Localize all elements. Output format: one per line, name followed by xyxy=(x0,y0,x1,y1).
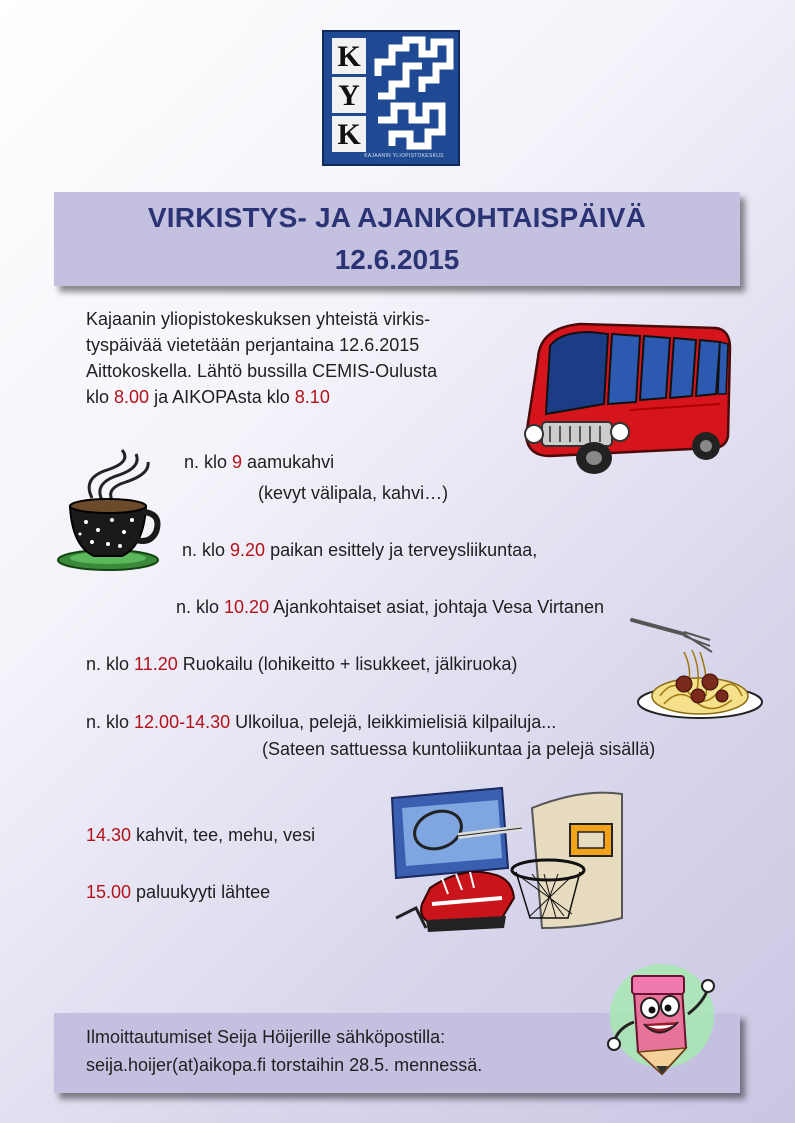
registration-line-2: seija.hoijer(at)aikopa.fi torstaihin 28.5. mennessä. xyxy=(86,1055,483,1075)
registration-line-1: Ilmoittautumiset Seija Höijerille sähköpostilla: xyxy=(86,1027,446,1047)
coffee-cup-icon xyxy=(52,448,164,576)
sports-equipment-icon xyxy=(382,778,644,954)
schedule-item-2 xyxy=(182,540,537,561)
logo-subtitle: KAJAANIN YLIOPISTOKESKUS xyxy=(364,153,444,159)
schedule-item-7 xyxy=(86,882,270,903)
schedule-text: paluukyyti lähtee xyxy=(131,882,271,902)
pencil-mascot-icon xyxy=(604,962,722,1082)
schedule-prefix: n. klo xyxy=(184,452,233,472)
schedule-time: 10.20 xyxy=(224,597,270,617)
schedule-prefix: n. klo xyxy=(176,597,225,617)
intro-text: klo xyxy=(86,387,115,407)
schedule-prefix: n. klo xyxy=(86,654,135,674)
schedule-item-5-note: (Sateen sattuessa kuntoliikuntaa ja pelejä sisällä) xyxy=(262,739,656,759)
kyk-logo xyxy=(322,30,460,166)
logo-letter-y: Y xyxy=(332,77,366,113)
schedule-item-1-note: (kevyt välipala, kahvi…) xyxy=(258,483,449,503)
logo-pattern-icon xyxy=(372,36,456,152)
schedule-time: 9.20 xyxy=(230,540,266,560)
intro-paragraph xyxy=(86,306,526,410)
schedule-prefix: n. klo xyxy=(86,712,135,732)
schedule-time: 9 xyxy=(232,452,243,472)
page-title: VIRKISTYS- JA AJANKOHTAISPÄIVÄ xyxy=(147,202,647,233)
schedule-text: paikan esittely ja terveysliikuntaa, xyxy=(265,540,538,560)
schedule-text: Ulkoilua, pelejä, leikkimielisiä kilpailuja... xyxy=(230,712,557,732)
schedule-time: 12.00-14.30 xyxy=(134,712,231,732)
intro-line-2: tyspäivää vietetään perjantaina 12.6.2015 xyxy=(86,335,420,355)
logo-letter-k1: K xyxy=(332,38,366,74)
departure-time-aikopa: 8.10 xyxy=(294,387,330,407)
bus-icon xyxy=(520,318,735,478)
logo-letters xyxy=(332,38,366,155)
intro-line-3: Aittokoskella. Lähtö bussilla CEMIS-Oulusta xyxy=(86,361,438,381)
event-date: 12.6.2015 xyxy=(334,244,460,275)
title-banner xyxy=(54,192,740,286)
schedule-text: kahvit, tee, mehu, vesi xyxy=(131,825,316,845)
schedule-text: aamukahvi xyxy=(242,452,335,472)
intro-line-1: Kajaanin yliopistokeskuksen yhteistä virkis- xyxy=(86,309,431,329)
logo-letter-k2: K xyxy=(332,116,366,152)
schedule-prefix: n. klo xyxy=(182,540,231,560)
spaghetti-plate-icon xyxy=(624,612,764,724)
schedule-time: 15.00 xyxy=(86,882,132,902)
schedule-item-5 xyxy=(86,712,556,733)
schedule-time: 11.20 xyxy=(134,654,178,674)
schedule-item-4 xyxy=(86,654,517,675)
schedule-item-1 xyxy=(184,452,334,473)
schedule-text: Ruokailu (lohikeitto + lisukkeet, jälkiruoka) xyxy=(177,654,518,674)
departure-time-cemis: 8.00 xyxy=(114,387,150,407)
intro-line-4 xyxy=(86,384,526,410)
schedule-item-3 xyxy=(176,597,604,618)
schedule-item-6 xyxy=(86,825,315,846)
intro-text: ja AIKOPAsta klo xyxy=(149,387,295,407)
schedule-text: Ajankohtaiset asiat, johtaja Vesa Virtanen xyxy=(269,597,604,617)
schedule-time: 14.30 xyxy=(86,825,132,845)
